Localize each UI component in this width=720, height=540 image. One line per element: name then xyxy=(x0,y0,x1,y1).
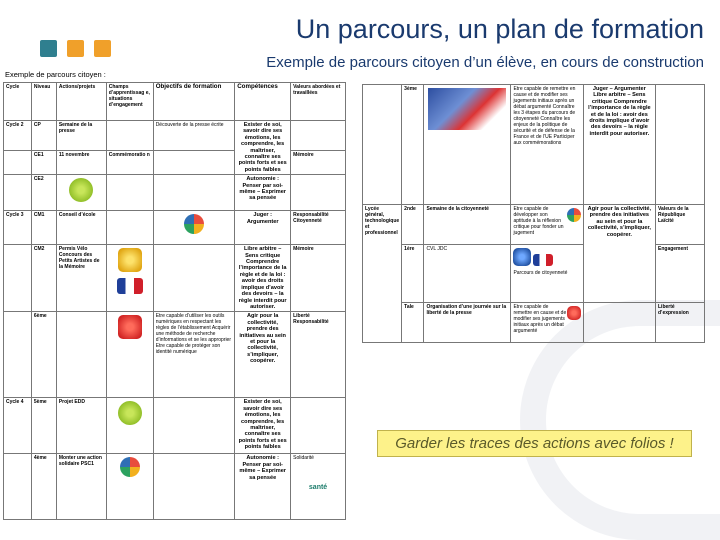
header-cell: Champs d’apprentissag e, situations d’engagement xyxy=(106,83,153,121)
logo-square-orange xyxy=(67,40,84,57)
objectif-cell xyxy=(153,175,235,211)
folios-callout: Garder les traces des actions avec folios ! xyxy=(377,430,692,457)
valeur-cell: Liberté Responsabilité xyxy=(291,312,346,398)
competence-cell: Autonomie : Penser par soi-même – Exprimer sa pensée xyxy=(235,175,291,211)
champ-image-cell xyxy=(106,454,153,520)
velo-logo-icon xyxy=(118,248,142,272)
competence-cell: Autonomie : Penser par soi-même – Exprimer sa pensée xyxy=(235,454,291,520)
table-row xyxy=(363,205,705,245)
action-cell: 11 novembre xyxy=(56,151,106,175)
valeur-cell xyxy=(291,121,346,151)
table-row xyxy=(363,85,705,205)
champ-cell xyxy=(106,121,153,151)
objectif-cell: Etre capable de remettre en cause et de modifier ses jugements initiaux après un débat argumenté Connaître les 3 étapes du parcours de citoyenneté Connaître les enjeux de la politique de sécurité et de défense de la France et de l’UE Participer aux commémorations xyxy=(511,85,583,205)
objectif-cell xyxy=(153,151,235,175)
niveau-cell: 2nde xyxy=(402,205,424,245)
sante-logo: santé xyxy=(308,484,328,492)
action-cell xyxy=(424,205,511,245)
valeur-cell: Engagement xyxy=(656,245,705,303)
objectif-cell xyxy=(153,454,235,520)
objectif-text: Parcours de citoyenneté xyxy=(513,270,568,276)
cvl-logo-icon xyxy=(513,248,531,266)
republic-flag-icon xyxy=(117,278,143,294)
champ-image-cell xyxy=(106,312,153,398)
table-row xyxy=(4,245,346,312)
niveau-cell: 5ème xyxy=(31,398,56,454)
table-row xyxy=(4,211,346,245)
left-table xyxy=(3,82,346,520)
table-row xyxy=(4,175,346,211)
action-cell xyxy=(424,245,511,303)
table-row xyxy=(4,151,346,175)
niveau-cell: CE2 xyxy=(31,175,56,211)
niveau-cell: CE1 xyxy=(31,151,56,175)
action-cell: Conseil d’école xyxy=(56,211,106,245)
champ-cell xyxy=(106,211,153,245)
cycle-cell xyxy=(4,454,32,520)
action-image-cell xyxy=(424,85,511,205)
cycle-cell xyxy=(4,312,32,398)
valeur-cell: Responsabilité Citoyenneté xyxy=(291,211,346,245)
objectif-cell xyxy=(511,205,583,245)
header-cell: Actions/projets xyxy=(56,83,106,121)
action-cell: Monter une action solidaire PSC1 xyxy=(56,454,106,520)
objectif-cell: Découverte de la presse écrite xyxy=(153,121,235,151)
valeur-cell: Mémoire xyxy=(291,151,346,175)
competence-cell: Libre arbitre – Sens critique Comprendre l’importance de la règle et de la loi : avoir des droits implique d’avoir des devoirs – la règle interdit pour autoriser. xyxy=(235,245,291,312)
table-row xyxy=(4,121,346,151)
competence-cell: Juger : Argumenter xyxy=(235,211,291,245)
page-title: Un parcours, un plan de formation xyxy=(295,14,704,44)
header-cell: Niveau xyxy=(31,83,56,121)
niveau-cell: 6ème xyxy=(31,312,56,398)
table-row xyxy=(4,454,346,520)
champ-image-cell xyxy=(106,398,153,454)
header-cell: Compétences xyxy=(235,83,291,121)
champ-cell xyxy=(106,175,153,211)
valeur-cell xyxy=(291,175,346,211)
table-row xyxy=(4,312,346,398)
valeur-cell xyxy=(291,398,346,454)
niveau-cell: CM1 xyxy=(31,211,56,245)
valeur-text: Solidarité xyxy=(293,455,314,462)
champ-cell: Commémoratio n xyxy=(106,151,153,175)
action-image-cell xyxy=(56,175,106,211)
cycle-cell xyxy=(4,245,32,312)
competence-cell: Exister de soi, savoir dire ses émotions, les comprendre, les maîtriser, connaître ses points forts et ses points faibles xyxy=(235,398,291,454)
objectif-image-cell xyxy=(153,211,235,245)
action-cell: Permis Vélo Concours des Petits Artistes de la Mémoire xyxy=(56,245,106,312)
niveau-group-cell: Lycée général, technologique et professionnel xyxy=(363,205,402,343)
table-header-row xyxy=(4,83,346,121)
niveau-group-cell xyxy=(363,85,402,205)
left-caption: Exemple de parcours citoyen : xyxy=(5,70,106,79)
niveau-cell: 4ème xyxy=(31,454,56,520)
right-table xyxy=(362,84,705,343)
objectif-cell: Etre capable d’utiliser les outils numériques en respectant les règles de l’établissement Acquérir une méthode de recherche d’informations et se les approprier Etre capable de protéger son identité numérique xyxy=(153,312,235,398)
cycle-cell: Cycle 4 xyxy=(4,398,32,454)
header-cell: Valeurs abordées et travaillées xyxy=(291,83,346,121)
logo xyxy=(40,40,111,57)
competence-cell xyxy=(583,303,655,343)
niveau-cell: CM2 xyxy=(31,245,56,312)
citizenship-logo-icon xyxy=(184,214,204,234)
solidarity-logo-icon xyxy=(120,457,140,477)
niveau-cell: 1ère xyxy=(402,245,424,303)
header-cell: Cycle xyxy=(4,83,32,121)
niveau-cell: CP xyxy=(31,121,56,151)
cycle-cell xyxy=(4,175,32,211)
action-cell: Projet EDD xyxy=(56,398,106,454)
valeur-cell xyxy=(656,85,705,205)
cycle-cell: Cycle 3 xyxy=(4,211,32,245)
competence-cell: Juger – Argumenter Libre arbitre – Sens critique Comprendre l’importance de la règle et de la loi : avoir des droits implique d’avoir des devoirs – la règle interdit pour autoriser. xyxy=(583,85,655,205)
competence-cell: Exister de soi, savoir dire ses émotions, les comprendre, les maîtriser, connaître ses points forts et ses points faibles xyxy=(235,121,291,175)
header-cell: Objectifs de formation xyxy=(153,83,235,121)
action-text: CVL JDC xyxy=(426,246,448,252)
competence-cell: Agir pour la collectivité, prendre des initiatives au sein et pour la collectivité, s’impliquer, coopérer. xyxy=(583,205,655,303)
cycle-cell xyxy=(4,151,32,175)
citizenship-logo-icon xyxy=(567,208,581,222)
press-logo-icon xyxy=(118,315,142,339)
valeur-cell: Valeurs de la République Laïcité xyxy=(656,205,705,245)
action-cell: Semaine de la presse xyxy=(56,121,106,151)
logo-square-orange-2 xyxy=(94,40,111,57)
competence-cell: Agir pour la collectivité, prendre des initiatives au sein et pour la collectivité, s’impliquer, coopérer. xyxy=(235,312,291,398)
table-row xyxy=(363,303,705,343)
niveau-cell: Tale xyxy=(402,303,424,343)
champ-image-cell xyxy=(106,245,153,312)
objectif-text: Etre capable de remettre en cause et de modifier ses jugements initiaux après un débat argumenté xyxy=(513,304,567,334)
action-cell: Organisation d’une journée sur la liberté de la presse xyxy=(424,303,511,343)
objectif-cell xyxy=(153,398,235,454)
edd-logo-icon xyxy=(69,178,93,202)
edd-logo-icon xyxy=(118,401,142,425)
action-cell xyxy=(56,312,106,398)
objectif-cell xyxy=(511,303,583,343)
logo-square-teal xyxy=(40,40,57,57)
table-row xyxy=(4,398,346,454)
objectif-text: Etre capable de développer son aptitude à la réflexion critique pour fonder un jugement xyxy=(513,206,564,236)
valeur-cell: Mémoire xyxy=(291,245,346,312)
valeur-cell: Liberté d’expression xyxy=(656,303,705,343)
republic-flag-icon xyxy=(533,254,553,266)
cycle-cell: Cycle 2 xyxy=(4,121,32,151)
niveau-cell: 3ème xyxy=(402,85,424,205)
eu-flag-photo xyxy=(428,88,506,130)
objectif-cell xyxy=(511,245,583,303)
action-text: Semaine de la citoyenneté xyxy=(426,206,489,212)
page-subtitle: Exemple de parcours citoyen d’un élève, en cours de construction xyxy=(266,54,704,71)
objectif-cell xyxy=(153,245,235,312)
press-logo-icon xyxy=(567,306,581,320)
valeur-cell xyxy=(291,454,346,520)
